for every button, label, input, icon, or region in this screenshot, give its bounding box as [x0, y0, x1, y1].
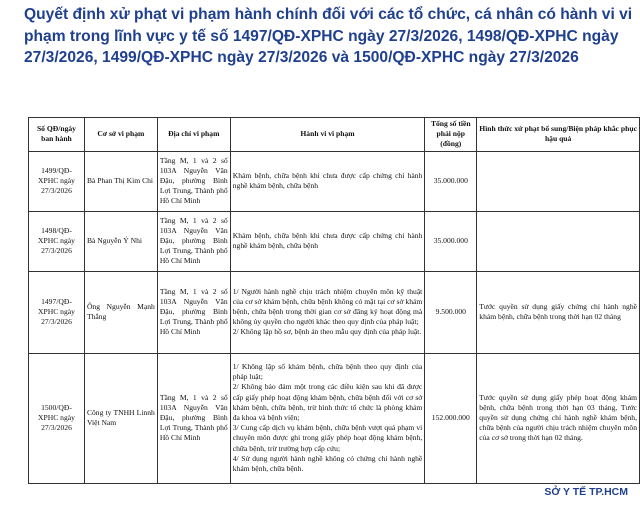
violation-item: 1/ Người hành nghề chịu trách nhiệm chuyên môn kỹ thuật của cơ sở khám bệnh, chữa bệnh không có mặt tại cơ sở khám bệnh, chữa bệnh trong thời gian cơ sở đăng ký hoạt động mà không ủy quyền cho người khác theo quy định của pháp luật; [232, 286, 423, 327]
header-address: Địa chỉ vi phạm [157, 118, 230, 152]
row-remedy: Tước quyền sử dụng giấy chứng chỉ hành nghề khám bệnh, chữa bệnh trong thời hạn 02 tháng [477, 271, 640, 353]
row-remedy [477, 211, 640, 271]
row-number: 1500/QĐ-XPHC ngày 27/3/2026 [29, 353, 85, 483]
violation-item: 4/ Sử dụng người hành nghề không có chứng chỉ hành nghề khám bệnh, chữa bệnh. [232, 453, 423, 474]
row-violation [230, 151, 425, 211]
footer-source: SỞ Y TẾ TP.HCM [544, 486, 628, 498]
table-header-row [29, 118, 640, 152]
violation-item: Khám bệnh, chữa bệnh khi chưa được cấp chứng chỉ hành nghề khám bệnh, chữa bệnh [232, 230, 423, 251]
row-fine: 152.000.000 [425, 353, 477, 483]
row-number: 1497/QĐ-XPHC ngày 27/3/2026 [29, 271, 85, 353]
row-remedy: Tước quyền sử dụng giấy phép hoạt động khám bệnh, chữa bệnh trong thời hạn 03 tháng, Tước quyền sử dụng chứng chỉ hành nghề khám bệnh, chữa bệnh của người chịu trách nhiệm chuyên môn của cơ sở trong thời hạn 02 tháng. [477, 353, 640, 483]
header-fine: Tổng số tiền phải nộp (đồng) [425, 118, 477, 152]
row-address: Tầng M, 1 và 2 số 103A Nguyễn Văn Đậu, phường Bình Lợi Trung, Thành phố Hồ Chí Minh [157, 271, 230, 353]
violations-table [28, 117, 640, 484]
page-title: Quyết định xử phạt vi phạm hành chính đối với các tổ chức, cá nhân có hành vi vi phạm trong lĩnh vực y tế số 1497/QĐ-XPHC ngày 27/3/2026, 1498/QĐ-XPHC ngày 27/3/2026, 1499/QĐ-XPHC ngày 27/3/2026 và 1500/QĐ-XPHC ngày 27/3/2026 [24, 6, 633, 66]
header-facility: Cơ sở vi phạm [84, 118, 157, 152]
row-number: 1499/QĐ-XPHC ngày 27/3/2026 [29, 151, 85, 211]
row-fine: 35.000.000 [425, 151, 477, 211]
row-address: Tầng M, 1 và 2 số 103A Nguyễn Văn Đậu, phường Bình Lợi Trung, Thành phố Hồ Chí Minh [157, 353, 230, 483]
header-violation: Hành vi vi phạm [230, 118, 425, 152]
violation-item: 3/ Cung cấp dịch vụ khám bệnh, chữa bệnh vượt quá phạm vi chuyên môn được ghi trong giấy phép hoạt động khám bệnh, chữa bệnh, trừ trường hợp cấp cứu; [232, 423, 423, 453]
table-row [29, 353, 640, 483]
row-remedy [477, 151, 640, 211]
row-fine: 35.000.000 [425, 211, 477, 271]
row-address: Tầng M, 1 và 2 số 103A Nguyễn Văn Đậu, phường Bình Lợi Trung, Thành phố Hồ Chí Minh [157, 151, 230, 211]
row-facility: Công ty TNHH Linnh Việt Nam [84, 353, 157, 483]
row-address: Tầng M, 1 và 2 số 103A Nguyễn Văn Đậu, phường Bình Lợi Trung, Thành phố Hồ Chí Minh [157, 211, 230, 271]
violation-item: 2/ Không lập hồ sơ, bệnh án theo mẫu quy định của pháp luật. [232, 327, 422, 337]
violation-item: Khám bệnh, chữa bệnh khi chưa được cấp chứng chỉ hành nghề khám bệnh, chữa bệnh [232, 170, 423, 191]
header-remedy: Hình thức xử phạt bổ sung/Biện pháp khắc phục hậu quả [477, 118, 640, 152]
row-fine: 9.500.000 [425, 271, 477, 353]
table-row [29, 211, 640, 271]
header-number: Số QĐ/ngày ban hành [29, 118, 85, 152]
row-number: 1498/QĐ-XPHC ngày 27/3/2026 [29, 211, 85, 271]
table-row [29, 271, 640, 353]
violation-item: 1/ Không lập sổ khám bệnh, chữa bệnh theo quy định của pháp luật; [232, 361, 423, 382]
row-facility: Bà Nguyễn Ý Nhi [84, 211, 157, 271]
row-facility: Ông Nguyễn Mạnh Thắng [84, 271, 157, 353]
table-row [29, 151, 640, 211]
row-violation [230, 353, 425, 483]
row-facility: Bà Phan Thị Kim Chi [84, 151, 157, 211]
violation-item: 2/ Không bảo đảm một trong các điều kiện sau khi đã được cấp giấy phép hoạt động khám bệnh, chữa bệnh đối với cơ sở khám bệnh, chữa bệnh, trừ hình thức tổ chức là phòng khám đa khoa và bệnh viện; [232, 382, 423, 422]
row-violation [230, 271, 425, 353]
row-violation [230, 211, 425, 271]
